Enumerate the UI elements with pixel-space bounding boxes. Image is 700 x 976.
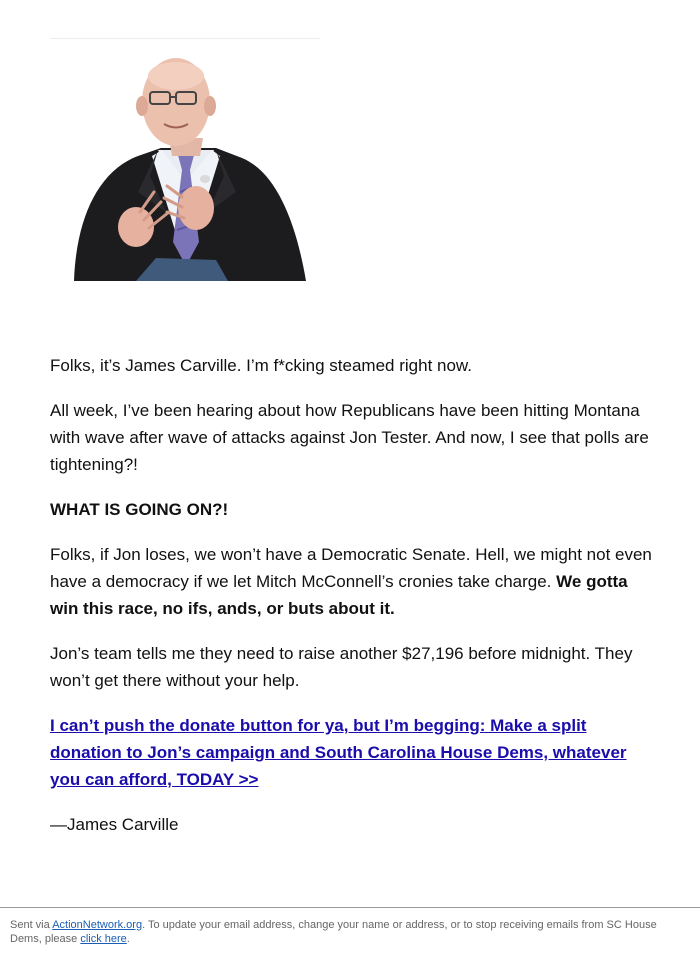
footer-suffix: . — [126, 933, 130, 945]
footer-prefix: Sent via — [10, 919, 53, 931]
top-divider — [50, 38, 320, 39]
footer-divider — [0, 907, 700, 908]
actionnetwork-link[interactable]: ActionNetwork.org — [52, 919, 143, 931]
donate-link[interactable]: I can’t push the donate button for ya, but I’m begging: Make a split donation to Jon’s campaign and South Carolina House Dems, whatever you can afford, TODAY >> — [50, 716, 627, 789]
paragraph-fundraising: Jon’s team tells me they need to raise another $27,196 before midnight. They won’t get there without your help. — [50, 644, 633, 690]
headline-question: WHAT IS GOING ON?! — [50, 500, 229, 519]
paragraph-polls: All week, I’ve been hearing about how Republicans have been hitting Montana with wave after wave of attacks against Jon Tester. And now, I see that polls are tightening?! — [50, 401, 649, 474]
footer-middle: . To update your email address, change your name or address, or to stop receiving emails from SC House Dems, please — [10, 919, 657, 945]
paragraph-senate — [50, 541, 660, 622]
donation-cta — [50, 712, 660, 793]
unsubscribe-link[interactable]: click here — [80, 933, 127, 945]
paragraph-senate-text: Folks, if Jon loses, we won’t have a Democratic Senate. Hell, we might not even have a democracy if we let Mitch McConnell’s cronies take charge. — [50, 545, 652, 591]
email-body — [50, 352, 660, 856]
paragraph-senate-emphasis: We gotta win this race, no ifs, ands, or buts about it. — [50, 572, 628, 618]
signature: —James Carville — [50, 815, 179, 834]
email-footer — [10, 918, 680, 946]
james-carville-photo — [66, 52, 308, 282]
paragraph-intro: Folks, it’s James Carville. I’m f*cking steamed right now. — [50, 356, 472, 375]
